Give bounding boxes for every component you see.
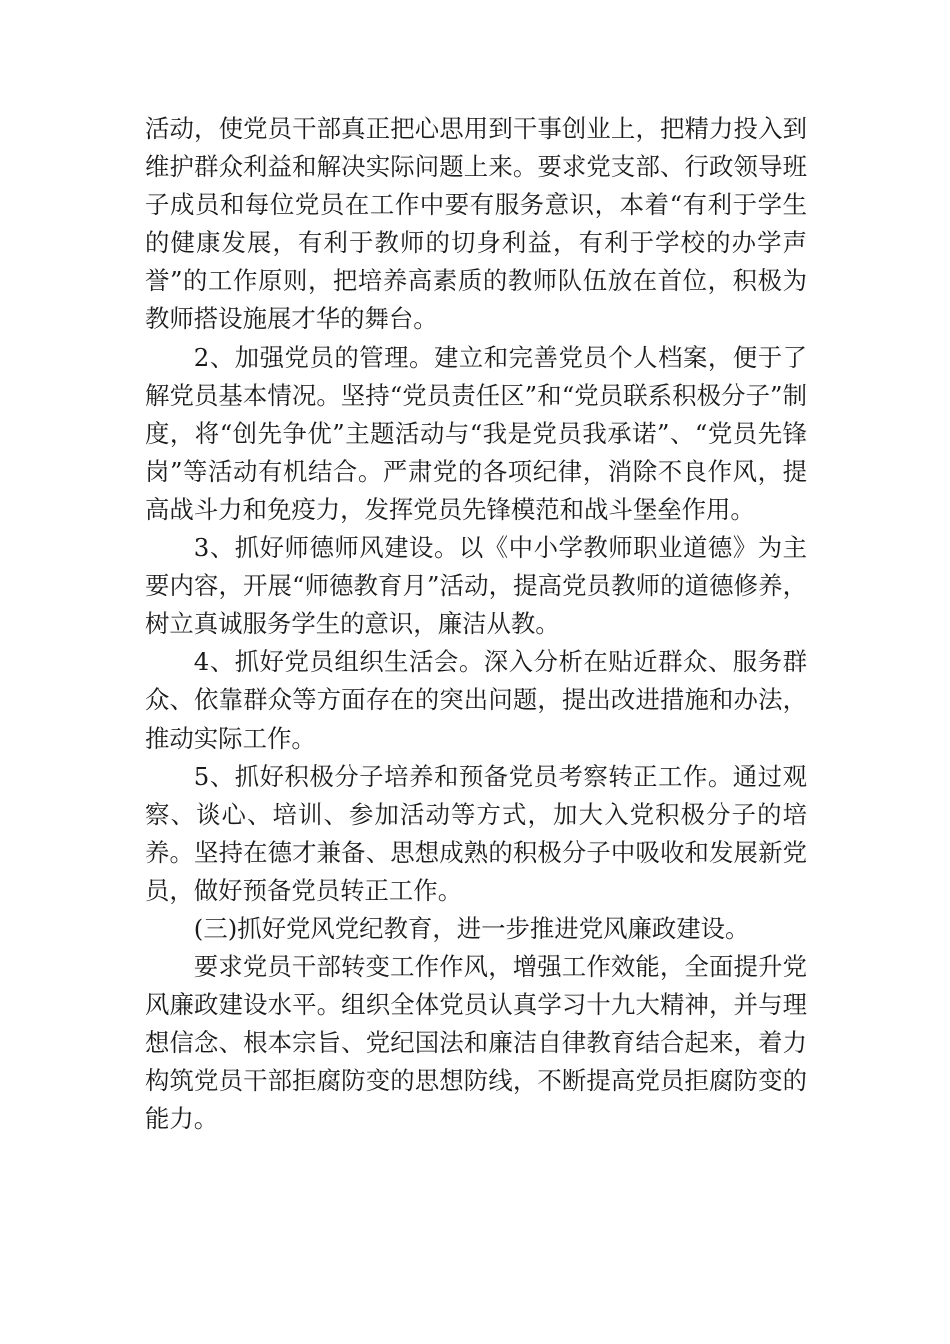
section-heading: (三)抓好党风党纪教育，进一步推进党风廉政建设。 [193, 913, 750, 943]
document-body [145, 110, 807, 1139]
paragraph-4: 4、抓好党员组织生活会。深入分析在贴近群众、服务群众、依靠群众等方面存在的突出问题，提出改进措施和办法，推动实际工作。 [145, 647, 807, 753]
paragraph-6: 要求党员干部转变工作作风，增强工作效能，全面提升党风廉政建设水平。组织全体党员认真学习十九大精神，并与理想信念、根本宗旨、党纪国法和廉洁自律教育结合起来，着力构筑党员干部拒腐防变的思想防线，不断提高党员拒腐防变的能力。 [145, 952, 807, 1134]
paragraph-2: 2、加强党员的管理。建立和完善党员个人档案，便于了解党员基本情况。坚持“党员责任区”和“党员联系积极分子”制度，将“创先争优”主题活动与“我是党员我承诺”、“党员先锋岗”等活动有机结合。严肃党的各项纪律，消除不良作风，提高战斗力和免疫力，发挥党员先锋模范和战斗堡垒作用。 [145, 342, 807, 524]
paragraph-5: 5、抓好积极分子培养和预备党员考察转正工作。通过观察、谈心、培训、参加活动等方式，加大入党积极分子的培养。坚持在德才兼备、思想成熟的积极分子中吸收和发展新党员，做好预备党员转正工作。 [145, 761, 807, 905]
paragraph-1: 活动，使党员干部真正把心思用到干事创业上，把精力投入到维护群众利益和解决实际问题上来。要求党支部、行政领导班子成员和每位党员在工作中要有服务意识，本着“有利于学生的健康发展，有利于教师的切身利益，有利于学校的办学声誉”的工作原则，把培养高素质的教师队伍放在首位，积极为教师搭设施展才华的舞台。 [145, 114, 807, 334]
paragraph-3: 3、抓好师德师风建设。以《中小学教师职业道德》为主要内容，开展“师德教育月”活动，提高党员教师的道德修养，树立真诚服务学生的意识，廉洁从教。 [145, 533, 807, 639]
